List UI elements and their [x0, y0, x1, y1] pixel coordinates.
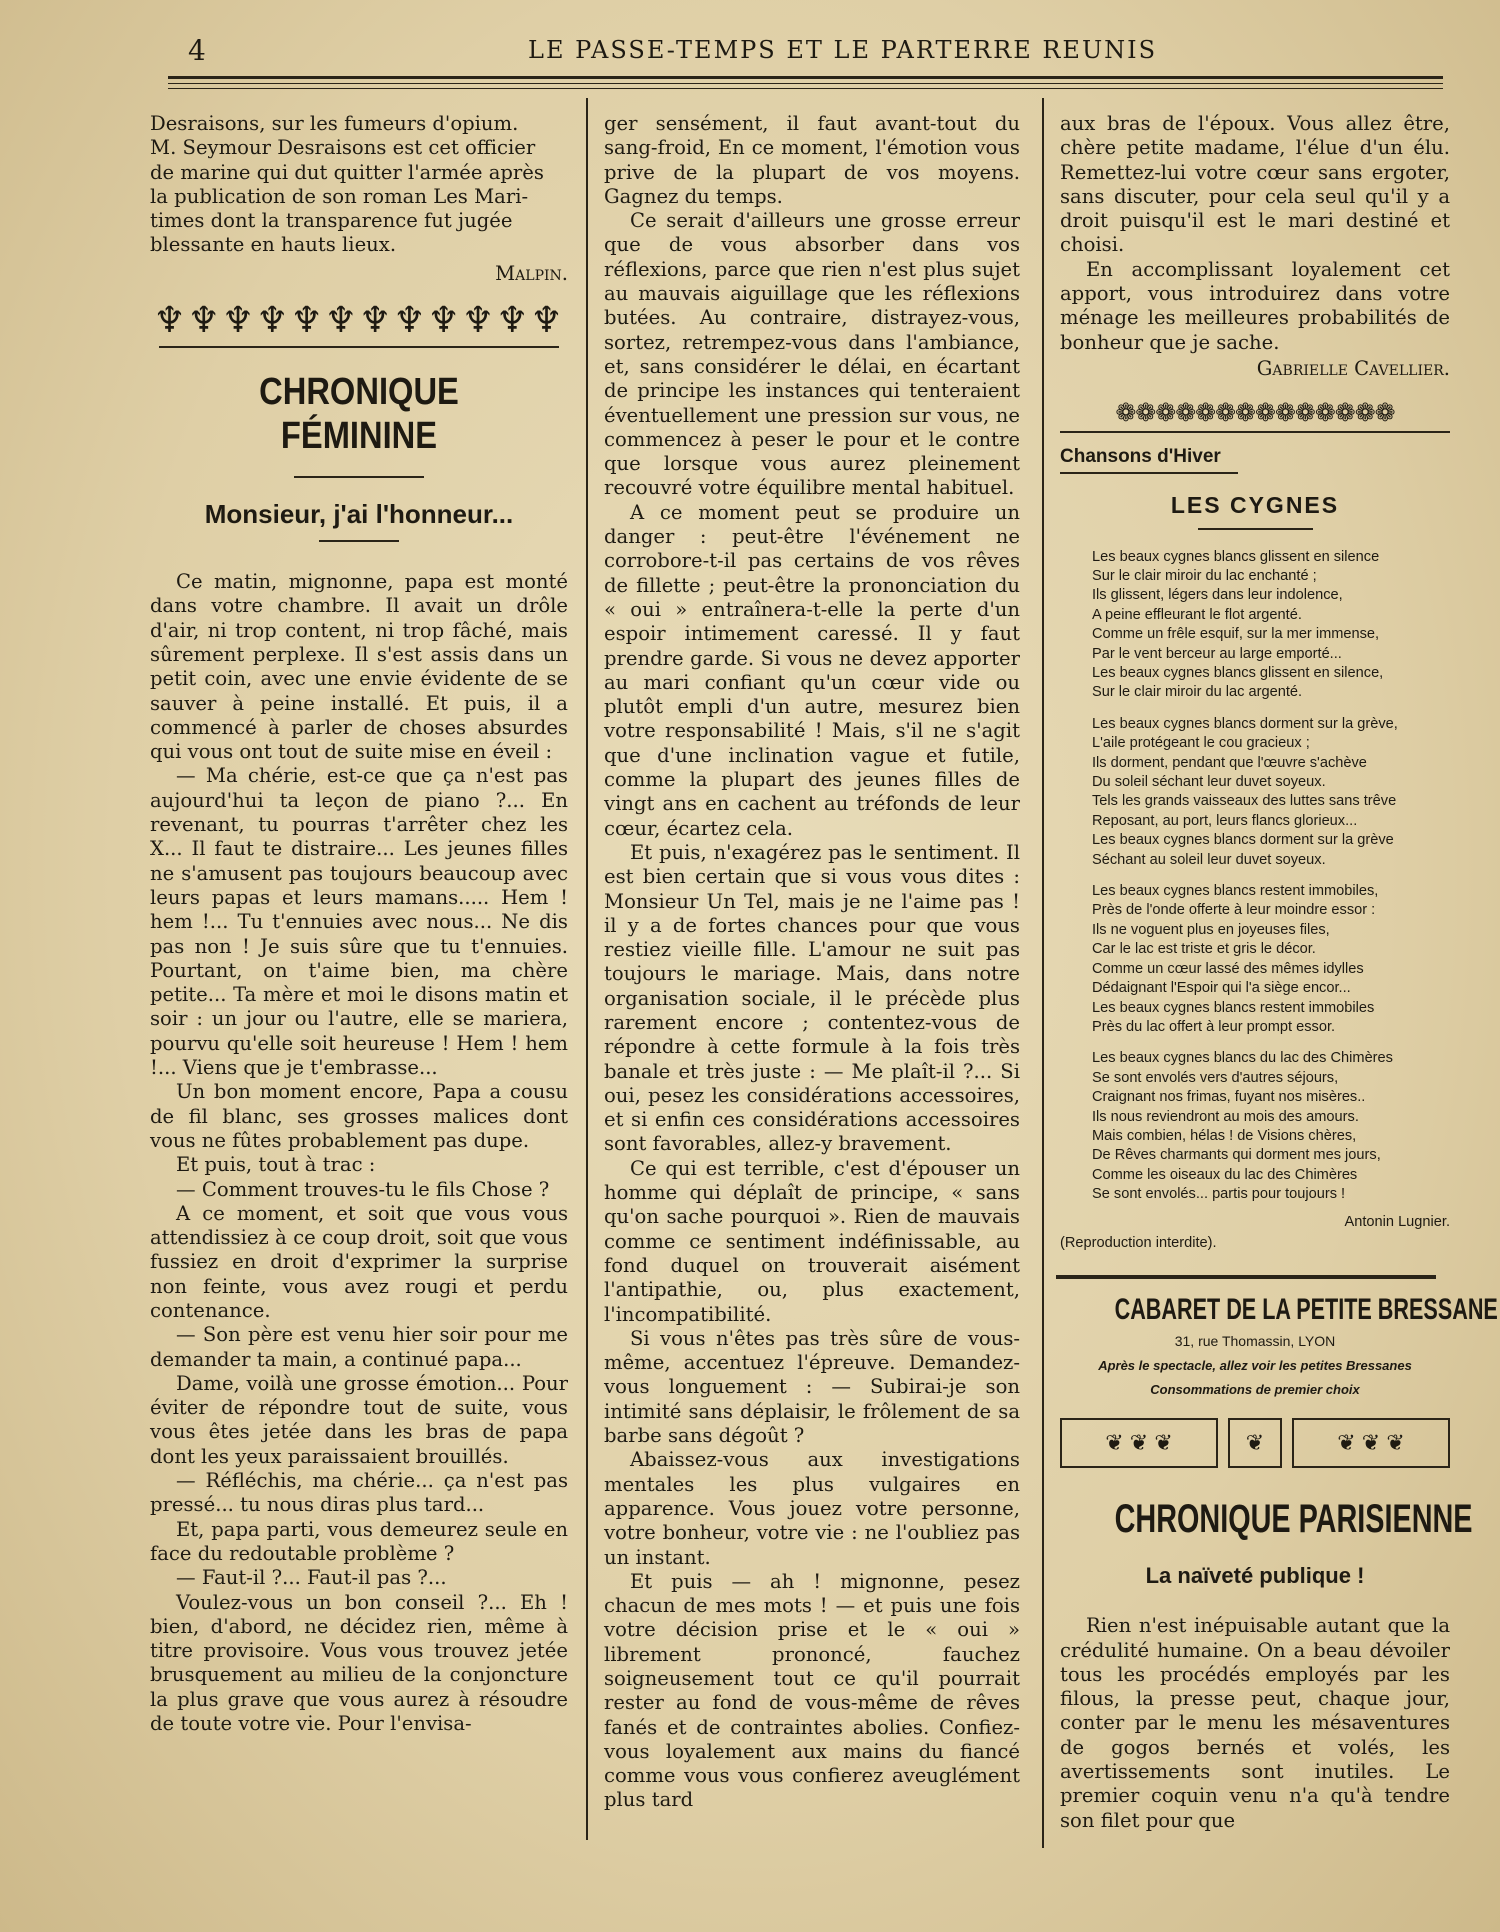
rubric-title: Chansons d'Hiver [1060, 446, 1221, 468]
poem-line: Dédaignant l'Espoir qui l'a siège encor... [1092, 980, 1351, 997]
section-title: CHRONIQUE FÉMININE [259, 371, 459, 458]
poem-stanza [1092, 1049, 1450, 1204]
intro-text [150, 112, 568, 258]
column-divider-1 [586, 98, 588, 1840]
poem-line: Tels les grands vaisseaux des luttes sans trêve [1092, 793, 1397, 810]
intro-line: Desraisons, sur les fumeurs d'opium. [150, 112, 519, 135]
ad-name: CABARET DE LA PETITE BRESSANE [1114, 1293, 1498, 1327]
poem-stanza [1092, 882, 1450, 1037]
poem-line: Séchant au soleil leur duvet soyeux. [1092, 851, 1326, 868]
ad-frame-right: ❦ ❦ ❦ [1292, 1418, 1450, 1468]
poem-line: Reposant, au port, leurs flancs glorieux... [1092, 812, 1358, 829]
poem-line: L'aile protégeant le cou gracieux ; [1092, 735, 1310, 752]
title-rule [294, 476, 424, 478]
poem-line: Les beaux cygnes blancs restent immobiles, [1092, 883, 1379, 900]
column-3 [1060, 112, 1498, 1833]
rubric-rule [1060, 472, 1238, 474]
paragraph: Si vous n'êtes pas très sûre de vous-même, accentuez l'épreuve. Demandez-vous longuement : — Subirai-je son intimité sans déplaisir, le frôlement de sa barbe sans dégoût ? [604, 1326, 1020, 1448]
paragraph: Et puis, tout à trac : [176, 1153, 376, 1177]
poem-line: Les beaux cygnes blancs dorment sur la grève [1092, 832, 1394, 849]
fleuron-icon: ❦ [1245, 1430, 1265, 1456]
intro-line: blessante en hauts lieux. [150, 233, 397, 257]
paragraph: Et puis — ah ! mignonne, pesez chacun de mes mots ! — et puis une fois votre décision prise et le « oui » librement prononcé, fauchez soigneusement tout ce qu'il pourrait rester au fond de vous-même de rêves fanés et de contraintes abolies. Confiez-vous loyalement aux mains du fiancé comme vous vous confierez aveuglément plus tard [604, 1569, 1020, 1812]
poem-line: Comme les oiseaux du lac des Chimères [1092, 1166, 1358, 1183]
paragraph: — Réfléchis, ma chérie... ça n'est pas pressé... tu nous diras plus tard... [150, 1469, 568, 1517]
poem-line: Par le vent berceur au large emporté... [1092, 645, 1342, 662]
poem-line: Sur le clair miroir du lac enchanté ; [1092, 567, 1317, 584]
paragraph: Un bon moment encore, Papa a cousu de fil blanc, ses grosses malices dont vous ne fûtes probablement pas dupe. [150, 1080, 568, 1152]
ad-frames [1060, 1418, 1450, 1468]
paragraph: — Ma chérie, est-ce que ça n'est pas aujourd'hui ta leçon de piano ?... En revenant, tu pourras t'arrêter chez les X... Il faut te distraire... Les jeunes filles ne s'amusent pas toujours beaucoup avec leurs papas et leurs mamans..... Hem ! hem !... Tu t'ennuies avec nous... Ne dis pas non ! Je suis sûre que tu t'ennuies. Pourtant, on t'aime bien, ma chère petite... Ta mère et moi le disons matin et soir : un jour ou l'autre, elle se mariera, pourvu qu'elle soit heureuse ! Hem ! hem !... Viens que je t'embrasse... [150, 764, 568, 1080]
poem-line: Les beaux cygnes blancs dorment sur la grève, [1092, 715, 1398, 732]
poem-line: Les beaux cygnes blancs restent immobiles [1092, 999, 1375, 1016]
article-title-rule [319, 540, 399, 542]
poem-line: Sur le clair miroir du lac argenté. [1092, 684, 1303, 701]
ornament-band: ♆♆♆♆♆♆♆♆♆♆♆♆ [153, 300, 565, 342]
poem-line: Craignant nos frimas, fuyant nos misères.. [1092, 1089, 1366, 1106]
poem-line: Car le lac est triste et gris le décor. [1092, 941, 1316, 958]
poem-author: Antonin Lugnier. [1344, 1213, 1450, 1230]
paragraph: Rien n'est inépuisable autant que la crédulité humaine. On a beau dévoiler tous les procédés employés par les filous, la presse peut, chaque jour, conter par le menu les mésaventures de gogos bernés et volés, les avertissements sont inutiles. Le premier coquin venu n'a qu'à tendre son filet pour que [1060, 1614, 1450, 1832]
reproduction-notice: (Reproduction interdite). [1060, 1234, 1217, 1251]
section-title-parisienne: CHRONIQUE PARISIENNE [1114, 1497, 1473, 1542]
header-rule-thick [168, 76, 1443, 79]
ad-frame-center [1228, 1418, 1282, 1468]
paragraph: Et puis, n'exagérez pas le sentiment. Il est bien certain que si vous vous dites : Monsieur Un Tel, mais je ne l'aime pas ! il y a de fortes chances pour que vous restiez vieille fille. L'amour ne suit pas toujours le mariage. Mais, dans notre organisation sociale, il le précède plus rarement encore ; contentez-vous de répondre à cette formule à la fois très banale et très juste : — Me plaît-il ?... Si oui, pesez les considérations accessoires, et si enfin ces considérations accessoires sont favorables, allez-y bravement. [604, 840, 1020, 1156]
paragraph: aux bras de l'époux. Vous allez être, chère petite madame, l'élue d'un élu. Remettez-lui votre cœur sans ergoter, sans discuter, pour cela seul qu'il y a droit puisqu'il est le mari destiné et choisi. [1060, 112, 1450, 257]
ornament-rule [159, 346, 559, 348]
ad-line-1: Après le spectacle, allez voir les petites Bressanes [1098, 1357, 1412, 1373]
poem-title: LES CYGNES [1170, 491, 1340, 518]
paragraph: Ce serait d'ailleurs une grosse erreur que de vous absorber dans vos réflexions, parce que rien n'est plus sujet au mauvais aiguillage que les réflexions butées. Au contraire, distrayez-vous, sortez, retrempez-vous dans l'ambiance, et, sans considérer le délai, en écartant de principe les instances qui tenteraient éventuellement une pression sur vous, ne commencez à peser le pour et le contre que lorsque vous aurez pleinement recouvré votre équilibre mental habituel. [604, 209, 1020, 500]
poem-line: Du soleil séchant leur duvet soyeux. [1092, 774, 1326, 791]
poem-line: Près du lac offert à leur prompt essor. [1092, 1018, 1336, 1035]
poem [1060, 548, 1450, 1205]
poem-line: Se sont envolés vers d'autres séjours, [1092, 1069, 1339, 1086]
newspaper-title: LE PASSE-TEMPS ET LE PARTERRE REUNIS [528, 36, 1158, 64]
paragraph: Ce matin, mignonne, papa est monté dans votre chambre. Il avait un drôle d'air, ni trop content, ni trop fâché, mais sûrement perplexe. Il s'est assis dans un petit coin, avec une envie évidente de se sauver à peine installé. Et puis, il a commencé à parler de choses absurdes qui vous ont tout de suite mise en éveil : [150, 570, 568, 764]
paragraph: Dame, voilà une grosse émotion... Pour éviter de répondre tout de suite, vous vous êtes jetée dans les bras de papa dont les yeux paraissaient brouillés. [150, 1371, 568, 1468]
ad-address: 31, rue Thomassin, LYON [1174, 1333, 1336, 1350]
header-rule-thin [168, 83, 1443, 84]
paragraph: Voulez-vous un bon conseil ?... Eh ! bien, d'abord, ne décidez rien, même à titre provisoire. Vous vous trouvez jetée brusquement au milieu de la conjoncture la plus grave que vous aurez à résoudre de toute votre vie. Pour l'envisa- [150, 1590, 568, 1736]
poem-line: A peine effleurant le flot argenté. [1092, 606, 1302, 623]
column-1 [150, 112, 568, 1736]
poem-line: Ils nous reviendront au mois des amours. [1092, 1108, 1359, 1125]
article-signature: Gabrielle Cavellier. [1256, 356, 1450, 380]
article-title: Monsieur, j'ai l'honneur... [204, 499, 514, 530]
poem-title-rule [1198, 528, 1313, 530]
article-title-parisienne: La naïveté publique ! [1145, 1563, 1365, 1589]
ad-top-rule [1056, 1275, 1436, 1279]
intro-line: de marine qui dut quitter l'armée après [150, 160, 544, 184]
paragraph: En accomplissant loyalement cet apport, vous introduirez dans votre ménage les meilleures probabilités de bonheur que je sache. [1060, 257, 1450, 354]
poem-line: Comme un cœur lassé des mêmes idylles [1092, 960, 1364, 977]
intro-line: la publication de son roman Les Mari- [150, 184, 529, 208]
poem-line: Les beaux cygnes blancs du lac des Chimères [1092, 1050, 1393, 1067]
poem-line: Les beaux cygnes blancs glissent en silence, [1092, 665, 1384, 681]
poem-line: Ils dorment, pendant que l'œuvre s'achève [1092, 754, 1367, 771]
paragraph: — Faut-il ?... Faut-il pas ?... [176, 1566, 447, 1590]
intro-line: M. Seymour Desraisons est cet officier [150, 136, 536, 160]
paragraph: A ce moment peut se produire un danger : peut-être l'événement ne corrobore-t-il pas certains de vos rêves de fillette ; peut-être la prononciation du « oui » entraînera-t-elle la perte d'un espoir intimement caressé. Il y faut prendre garde. Si vous ne devez apporter au mari confiant qu'un cœur vide ou plutôt empli d'un autre, mesurez bien votre responsabilité ! Mais, s'il ne s'agit que d'une inclination vague et futile, comme la plupart des jeunes filles de vingt ans en cachent au tréfonds de leur cœur, écartez cela. [604, 500, 1020, 840]
ad-line-2: Consommations de premier choix [1150, 1381, 1360, 1397]
paragraph: — Son père est venu hier soir pour me demander ta main, a continué papa... [150, 1323, 568, 1371]
page-number: 4 [188, 34, 206, 67]
intro-signature: Malpin. [495, 261, 568, 285]
poem-stanza [1092, 548, 1450, 703]
column-divider-2 [1042, 98, 1044, 1848]
poem-stanza [1092, 715, 1450, 870]
poem-line: Près de l'onde offerte à leur moindre essor : [1092, 902, 1376, 919]
paragraph: A ce moment, et soit que vous vous attendissiez à ce coup droit, soit que vous fussiez en droit d'exprimer la surprise non feinte, vous avez rougi et perdu contenance. [150, 1201, 568, 1322]
intro-line: times dont la transparence fut jugée [150, 209, 513, 233]
paragraph: Ce qui est terrible, c'est d'épouser un homme qui déplaît de principe, « sans qu'on sache pourquoi ». Rien de mauvais comme ce sentiment indéfinissable, au fond duquel on trouverait aisément l'antipathie, ou, plus exactement, l'incompatibilité. [604, 1156, 1020, 1326]
poem-line: Ils ne voguent plus en joyeuses files, [1092, 921, 1330, 938]
poem-line: Mais combien, hélas ! de Visions chères, [1092, 1127, 1357, 1144]
advertisement [1060, 1293, 1498, 1468]
poem-line: Ils glissent, légers dans leur indolence, [1092, 587, 1343, 604]
ornament-band: ❁❁❁❁❁❁❁❁❁❁❁❁❁❁ [1115, 398, 1395, 428]
header-rule-thin-2 [168, 88, 1443, 89]
paragraph: ger sensément, il faut avant-tout du sang-froid, En ce moment, l'émotion vous prive de la plupart de vos moyens. Gagnez du temps. [604, 112, 1020, 208]
poem-line: Les beaux cygnes blancs glissent en silence [1092, 548, 1380, 565]
ornament-rule [1060, 431, 1450, 433]
paragraph: Et, papa parti, vous demeurez seule en face du redoutable problème ? [150, 1517, 568, 1565]
poem-line: Se sont envolés... partis pour toujours ! [1092, 1186, 1346, 1203]
poem-line: Comme un frêle esquif, sur la mer immense, [1092, 626, 1380, 643]
poem-line: De Rêves charmants qui dorment mes jours, [1092, 1147, 1381, 1164]
paragraph: — Comment trouves-tu le fils Chose ? [176, 1177, 550, 1201]
ad-frame-left: ❦ ❦ ❦ [1060, 1418, 1218, 1468]
column-2 [604, 112, 1020, 1813]
paragraph: Abaissez-vous aux investigations mentales les plus vulgaires en apparence. Vous jouez votre personne, votre bonheur, votre vie : ne l'oubliez pas un instant. [604, 1448, 1020, 1569]
